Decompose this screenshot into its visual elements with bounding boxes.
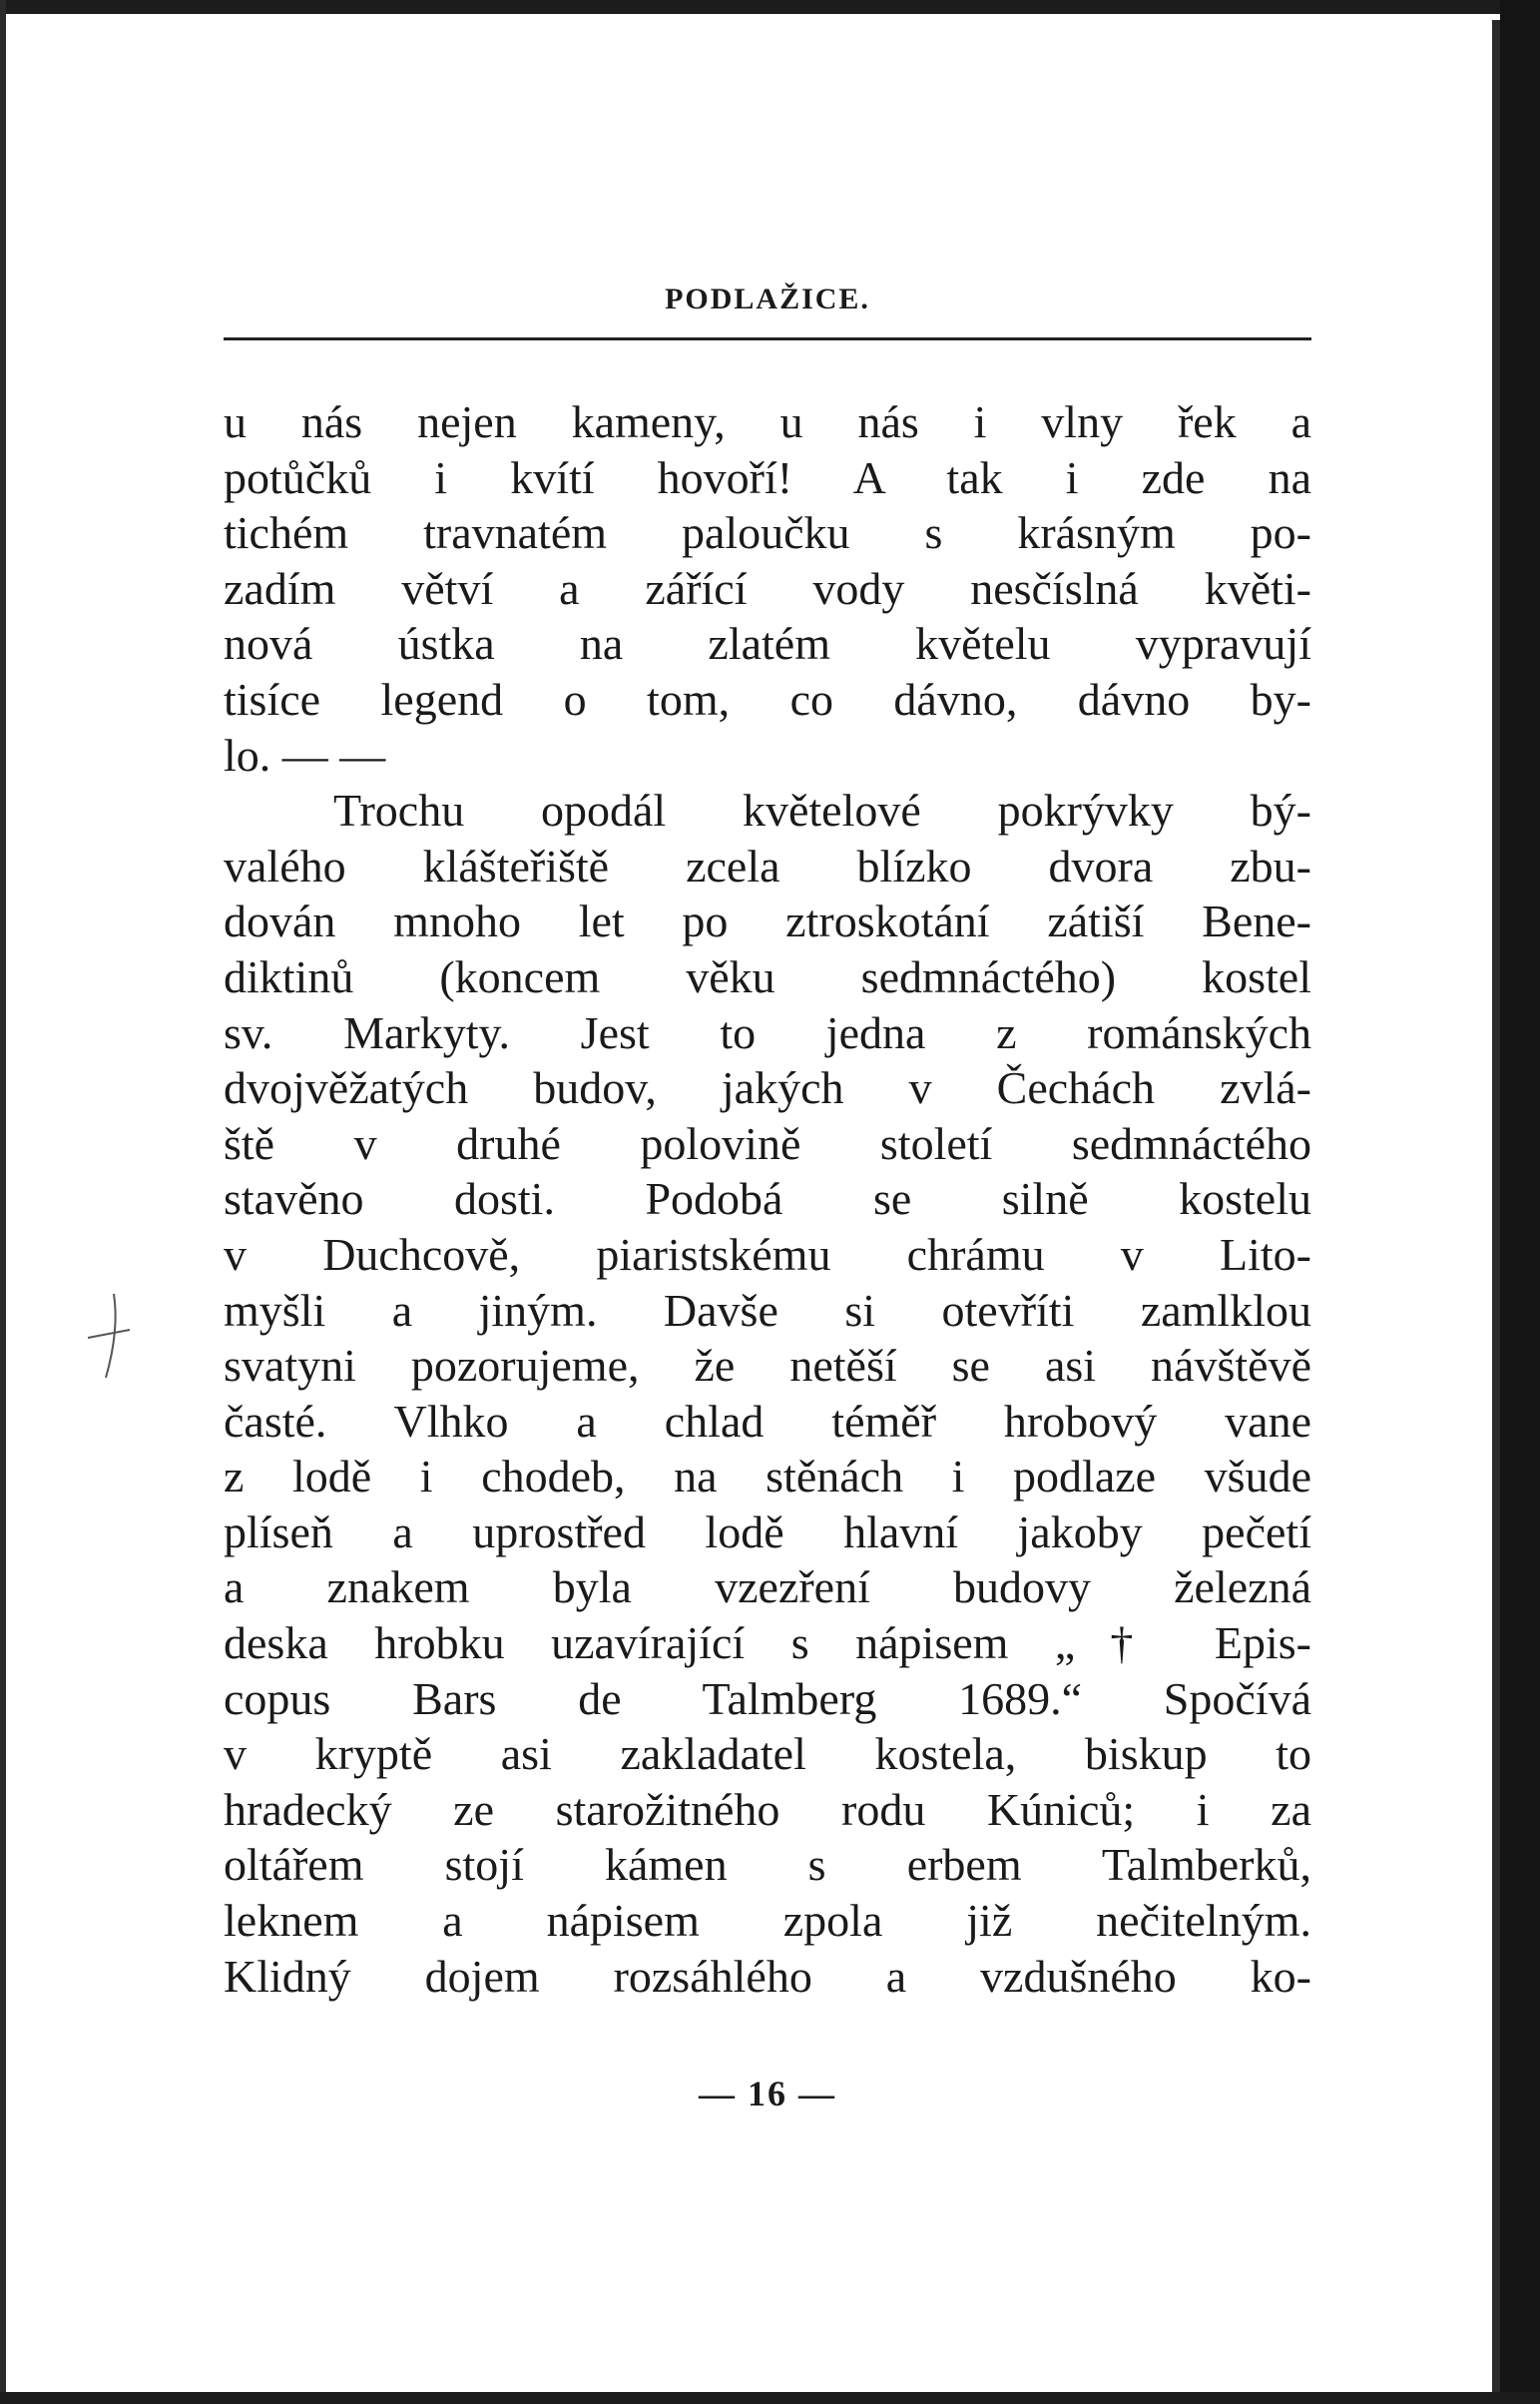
text-line: časté. Vlhko a chlad téměř hrobový vane <box>224 1395 1311 1447</box>
text-line: a znakem byla vzezření budovy železná <box>224 1561 1311 1613</box>
text-line: lo. — — <box>224 729 386 781</box>
text-line: myšli a jiným. Davše si otevříti zamlklou <box>224 1284 1311 1336</box>
body-text <box>224 394 1311 2004</box>
text-line: sv. Markyty. Jest to jedna z románských <box>224 1006 1311 1058</box>
text-line: copus Bars de Talmberg 1689.“ Spočívá <box>224 1672 1311 1724</box>
text-line: valého klášteřiště zcela blízko dvora zbu- <box>224 840 1311 892</box>
text-line: v kryptě asi zakladatel kostela, biskup to <box>224 1728 1311 1780</box>
text-line: nová ústka na zlatém květelu vypravují <box>224 618 1311 670</box>
text-line: tichém travnatém paloučku s krásným po- <box>224 507 1311 559</box>
scan-border-right-inner <box>1492 20 1500 2396</box>
running-title: PODLAŽICE. <box>665 283 870 315</box>
text-line: dován mnoho let po ztroskotání zátiší Bene- <box>224 896 1311 947</box>
text-line: dvojvěžatých budov, jakých v Čechách zvlá- <box>224 1062 1311 1114</box>
scan-border-right <box>1500 0 1540 2404</box>
text-line: u nás nejen kameny, u nás i vlny řek a <box>224 396 1311 447</box>
page <box>224 280 1311 2004</box>
text-line: v Duchcově, piaristskému chrámu v Lito- <box>224 1228 1311 1280</box>
scan-border-top <box>0 0 1540 14</box>
text-line: oltářem stojí kámen s erbem Talmberků, <box>224 1839 1311 1891</box>
text-line: plíseň a uprostřed lodě hlavní jakoby pečetí <box>224 1505 1311 1557</box>
text-line: diktinů (koncem věku sedmnáctého) kostel <box>224 950 1311 1002</box>
text-line: tisíce legend o tom, co dávno, dávno by- <box>224 673 1311 725</box>
scan-border-left <box>0 0 6 2404</box>
text-line: leknem a nápisem zpola již nečitelným. <box>224 1895 1311 1947</box>
page-number: — 16 — <box>699 2074 836 2113</box>
paragraph-start-line: Trochu opodál květelové pokrývky bý- <box>333 785 1311 837</box>
header-rule <box>224 337 1311 340</box>
text-line: hradecký ze starožitného rodu Kúniců; i za <box>224 1783 1311 1835</box>
text-line: stavěno dosti. Podobá se silně kostelu <box>224 1173 1311 1225</box>
scan-border-bottom <box>0 2392 1540 2404</box>
pencil-margin-mark-icon <box>84 1290 134 1382</box>
text-line: svatyni pozorujeme, že netěší se asi návštěvě <box>224 1340 1311 1392</box>
text-line: potůčků i kvítí hovoří! A tak i zde na <box>224 451 1311 503</box>
text-line: Klidný dojem rozsáhlého a vzdušného ko- <box>224 1950 1311 2002</box>
text-line: z lodě i chodeb, na stěnách i podlaze všude <box>224 1451 1311 1502</box>
text-line: ště v druhé polovině století sedmnáctého <box>224 1117 1311 1169</box>
text-line: zadím větví a zářící vody nesčíslná květi- <box>224 562 1311 614</box>
text-line: deska hrobku uzavírající s nápisem „† Epis- <box>224 1617 1311 1669</box>
